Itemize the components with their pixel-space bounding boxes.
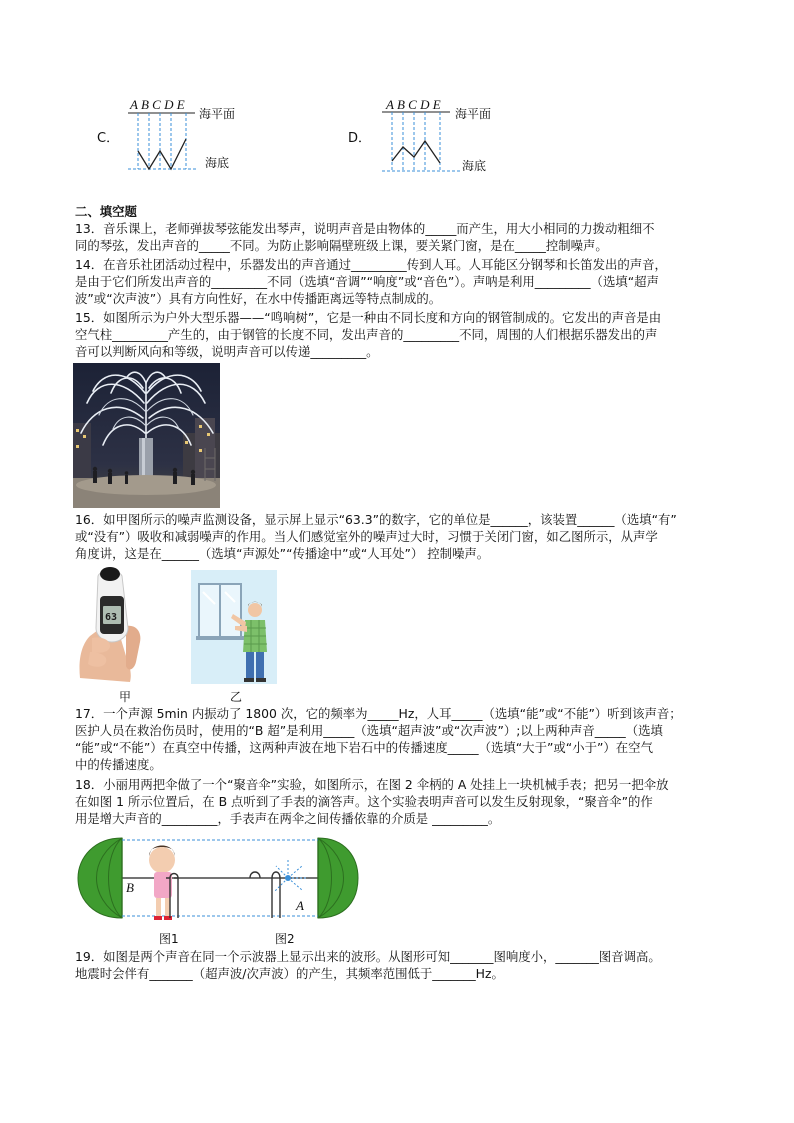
figure-2-caption: 图2 (275, 932, 295, 946)
q13-line: 同的琴弦，发出声音的_____不同。为防止影响隔壁班级上课，要关紧门窗，是在_____控制噪声。 (75, 238, 608, 253)
option-d-sea-floor: 海底 (462, 159, 487, 173)
q19-line: 19．如图是两个声音在同一个示波器上显示出来的波形。从图形可知_______图响度小，_______图音调高。 (75, 949, 661, 964)
q17-line: 医护人员在救治伤员时，使用的“B 超”是利用_____（选填“超声波”或“次声波”）;以上两种声音_____（选填 (75, 723, 663, 738)
option-d-sea-level: 海平面 (455, 107, 492, 121)
figure-1-caption: 图1 (159, 932, 179, 946)
meter-reading: 63 (105, 612, 118, 623)
umbrella-experiment-figure (74, 834, 360, 934)
q15-line: 空气柱_________产生的，由于钢管的长度不同，发出声音的_________不同，周围的人们根据乐器发出的声 (75, 327, 658, 342)
q14-line: 14．在音乐社团活动过程中，乐器发出的声音通过_________传到人耳。人耳能区分钢琴和长笛发出的声音， (75, 257, 667, 272)
figure-jia-caption: 甲 (119, 690, 132, 704)
sounding-tree-photo (73, 363, 220, 508)
q17-line: 中的传播速度。 (75, 757, 162, 772)
noise-meter-photo (76, 566, 156, 684)
option-d-letter: D． (348, 131, 372, 146)
q16-line: 或“没有”）吸收和减弱噪声的作用。当人们感觉室外的噪声过大时，习惯于关闭门窗，如乙图所示，从声学 (75, 529, 658, 544)
section-heading: 二、填空题 (75, 204, 137, 219)
q17-line: “能”或“不能”）在真空中传播，这两种声波在地下岩石中的传播速度_____（选填“大于”或“小于”）在空气 (75, 740, 653, 755)
point-a-label: A (296, 898, 304, 913)
q14-line: 是由于它们所发出声音的_________不同（选填“音调”“响度”或“音色”）。声呐是利用_________（选填“超声 (75, 274, 659, 289)
q18-line: 用是增大声音的_________，手表声在两伞之间传播依靠的介质是 _________。 (75, 811, 501, 826)
q17-line: 17．一个声源 5min 内振动了 1800 次，它的频率为_____Hz，人耳_____（选填“能”或“不能”）听到该声音； (75, 706, 682, 721)
q13-line: 13．音乐课上，老师弹拔琴弦能发出琴声，说明声音是由物体的_____而产生，用大小相同的力拨动粗细不 (75, 221, 655, 236)
q19-line: 地震时会伴有_______（超声波/次声波）的产生，其频率范围低于_______Hz。 (75, 966, 504, 981)
option-c-sea-floor: 海底 (205, 156, 230, 170)
option-c-points: A B C D E (130, 97, 185, 112)
option-d-points: A B C D E (386, 97, 441, 112)
q14-line: 波”或“次声波”）具有方向性好，在水中传播距离远等特点制成的。 (75, 291, 442, 306)
closing-window-illustration (191, 570, 277, 684)
point-b-label: B (126, 880, 134, 895)
q18-line: 18．小丽用两把伞做了一个“聚音伞”实验，如图所示，在图 2 伞柄的 A 处挂上一块机械手表；把另一把伞放 (75, 777, 669, 792)
q18-line: 在如图 1 所示位置后，在 B 点听到了手表的滴答声。这个实验表明声音可以发生反射现象，“聚音伞”的作 (75, 794, 653, 809)
option-c-letter: C． (97, 131, 120, 146)
figure-yi-caption: 乙 (230, 690, 243, 704)
q15-line: 15．如图所示为户外大型乐器——“鸣响树”，它是一种由不同长度和方向的钢管制成的。它发出的声音是由 (75, 310, 662, 325)
q16-line: 16．如甲图所示的噪声监测设备，显示屏上显示“63.3”的数字，它的单位是______，该装置______（选填“有” (75, 512, 677, 527)
q16-line: 角度讲，这是在______（选填“声源处”“传播途中”或“人耳处”） 控制噪声。 (75, 546, 490, 561)
q15-line: 音可以判断风向和等级，说明声音可以传递_________。 (75, 344, 379, 359)
option-c-sea-level: 海平面 (199, 107, 236, 121)
